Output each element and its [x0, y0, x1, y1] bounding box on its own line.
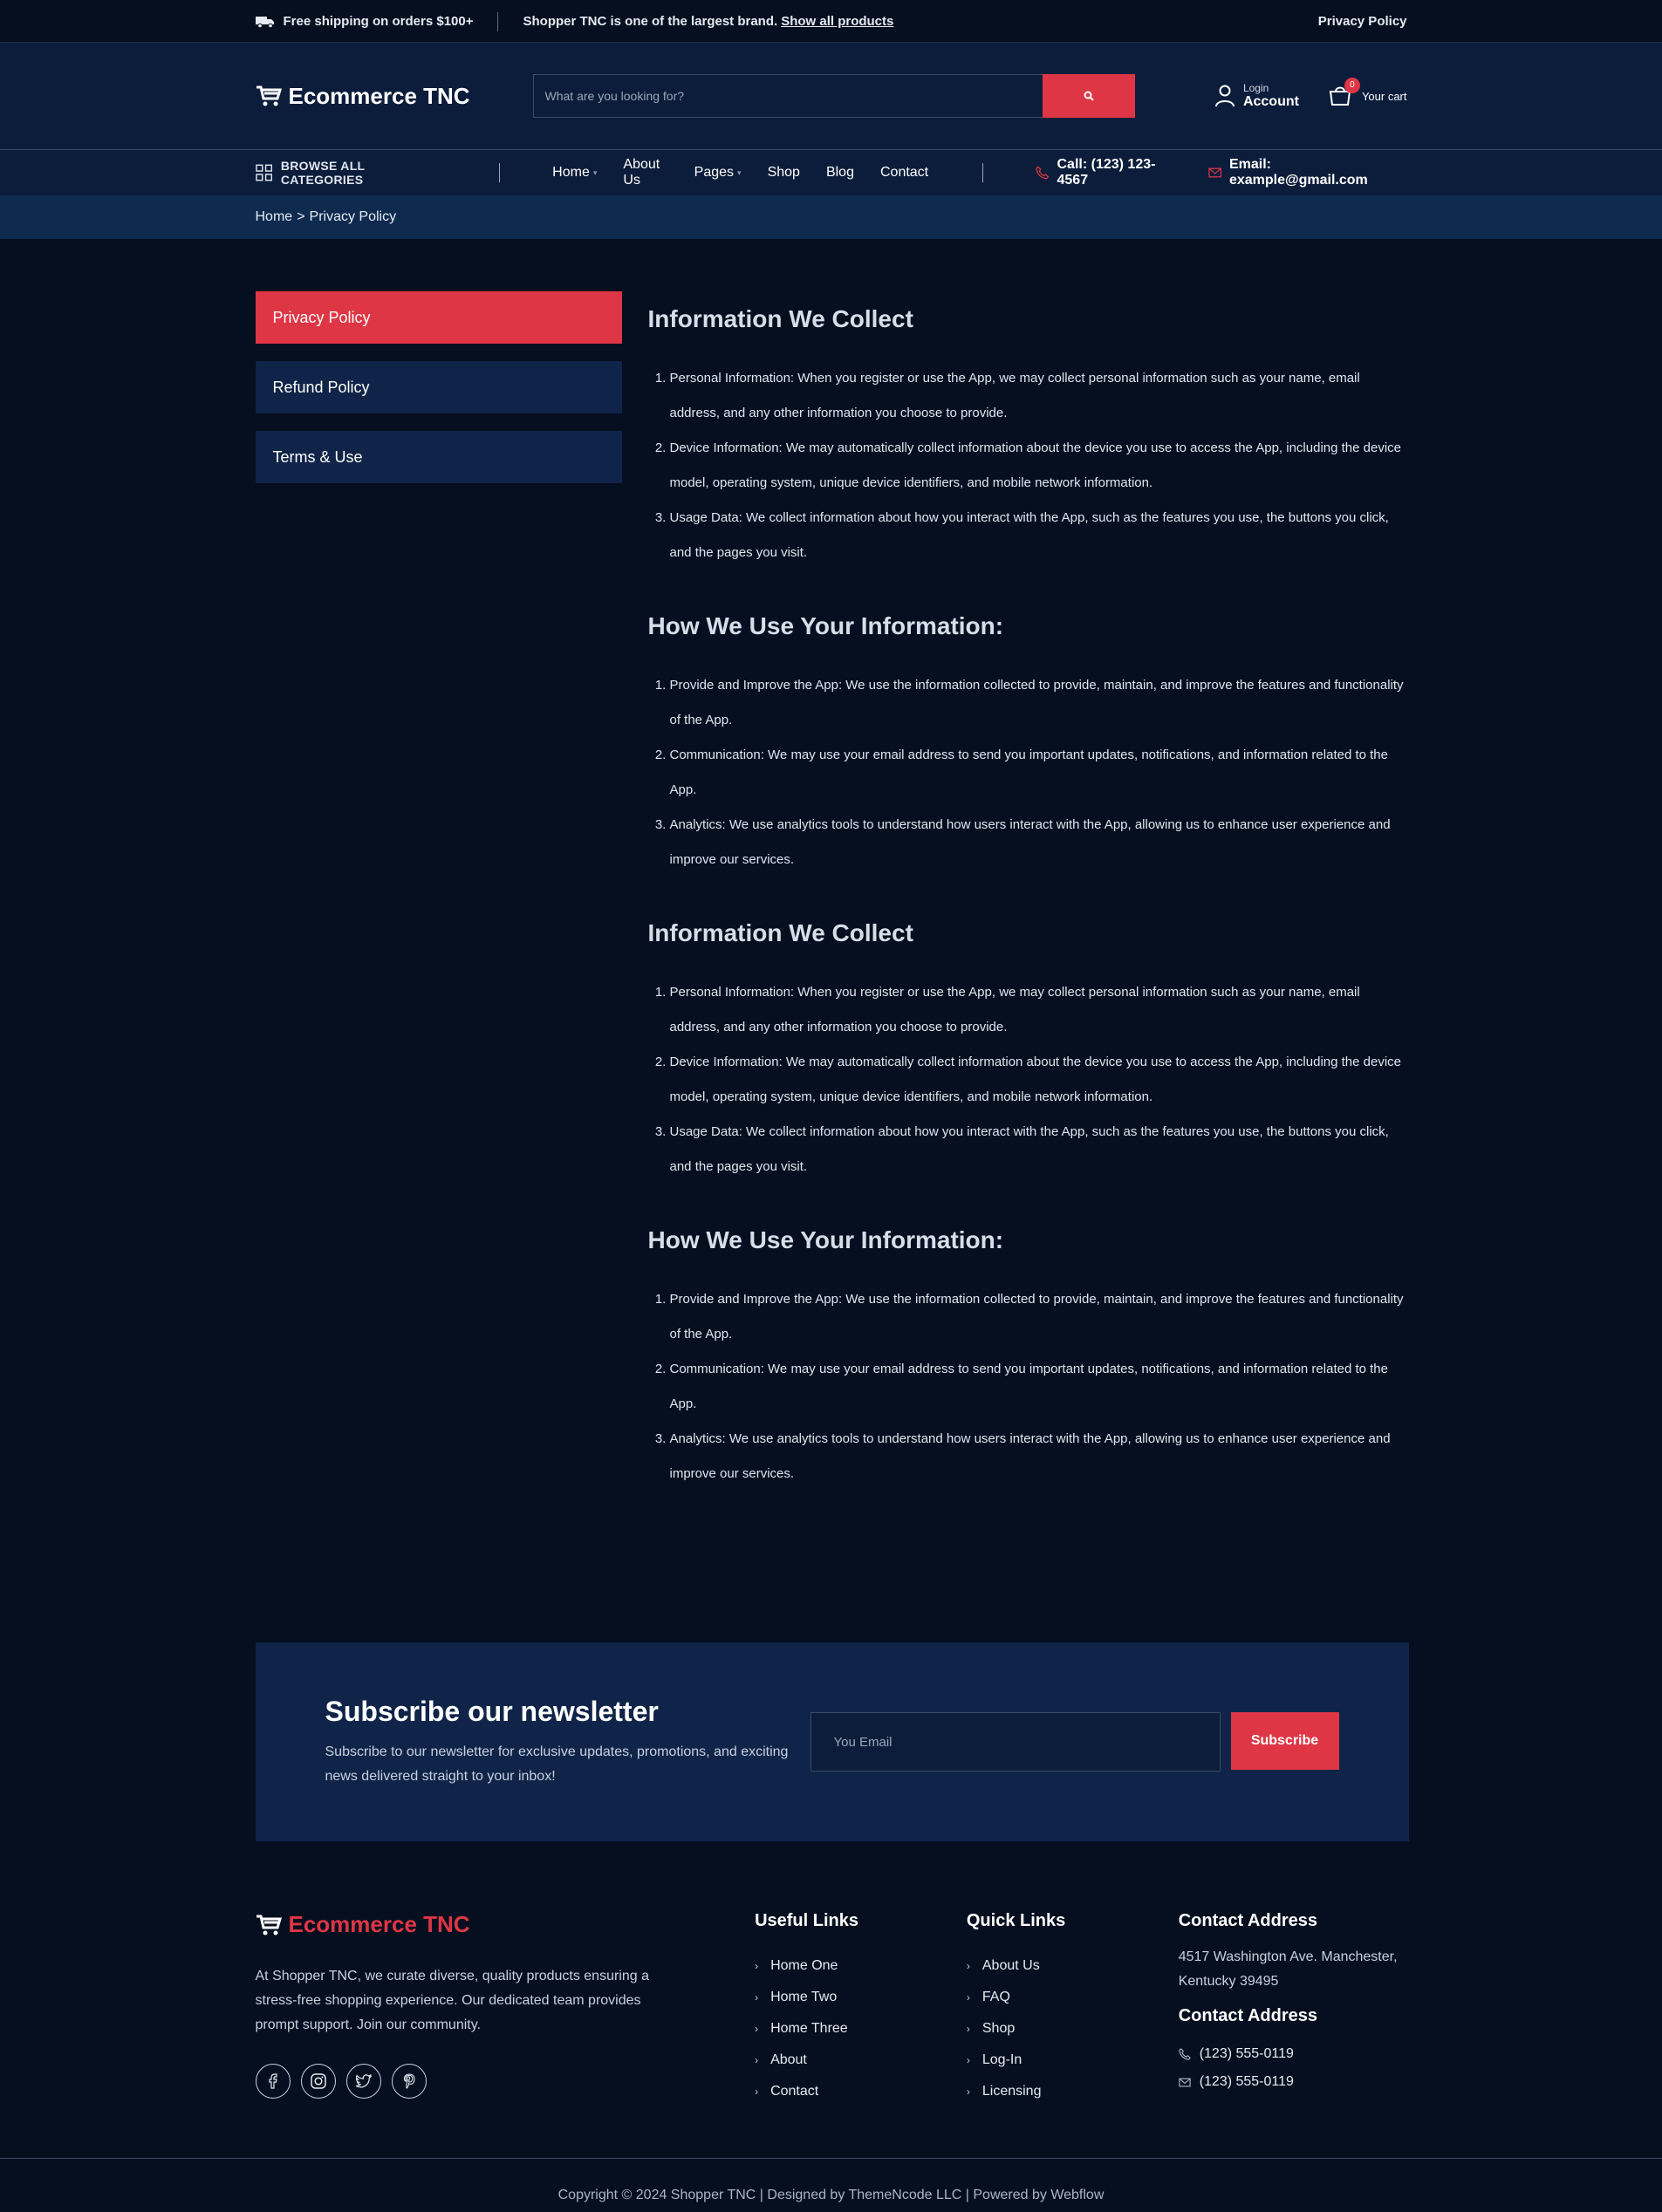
list-item: 1. Personal Information: When you register or use the App, we may collect personal information such as your name, email address, and any other information you choose to provide.: [670, 361, 1407, 431]
browse-label: BROWSE ALL CATEGORIES: [280, 159, 366, 187]
search-input[interactable]: What are you looking for?: [533, 74, 1043, 118]
nav-item-shop[interactable]: [768, 157, 800, 188]
footer-link[interactable]: [755, 1982, 967, 2013]
twitter-icon[interactable]: [346, 2064, 381, 2099]
subscribe-button[interactable]: Subscribe: [1231, 1712, 1339, 1770]
contact-phone[interactable]: [1179, 2040, 1407, 2068]
call-text: Call: (123) 123-4567: [1057, 157, 1156, 188]
section-title: How We Use Your Information:: [647, 1226, 1004, 1253]
footer-link[interactable]: [967, 2076, 1179, 2107]
newsletter-text: Subscribe to our newsletter for exclusive updates, promotions, and exciting news delivered straight to your inbox!: [325, 1744, 789, 1784]
footer-link[interactable]: [967, 1982, 1179, 2013]
account-label: Account: [1242, 94, 1299, 109]
policy-list: [648, 1282, 1407, 1492]
list-item: 2. Communication: We may use your email address to send you important updates, notifications, and information related to the App.: [670, 1352, 1407, 1422]
topbar-divider: [497, 12, 498, 31]
mail-icon: [1208, 167, 1221, 178]
pinterest-icon[interactable]: [392, 2064, 427, 2099]
footer-link[interactable]: [755, 2045, 967, 2076]
footer-logo[interactable]: [256, 1911, 756, 1938]
site-footer: [0, 1841, 1662, 2212]
policy-list: [648, 361, 1407, 570]
nav-label: Shop: [767, 165, 800, 180]
column-title: Quick Links: [966, 1911, 1066, 1930]
breadcrumb-separator: >: [297, 209, 305, 224]
quick-links-column: [967, 1911, 1179, 2158]
nav-divider: [499, 163, 500, 182]
cart-button[interactable]: [1329, 80, 1407, 108]
footer-link-label: About: [770, 2052, 807, 2067]
list-item: 3. Usage Data: We collect information about how you interact with the App, such as the features you use, the buttons you click, and the pages you visit.: [670, 501, 1407, 570]
footer-link-label: Home Three: [770, 2021, 848, 2036]
list-item: 3. Usage Data: We collect information about how you interact with the App, such as the features you use, the buttons you click, and the pages you visit.: [670, 1115, 1407, 1185]
breadcrumb-home[interactable]: Home: [255, 209, 293, 224]
social-links: [256, 2064, 759, 2099]
facebook-icon[interactable]: [256, 2064, 291, 2099]
top-bar: [0, 0, 1662, 43]
copyright-text: Copyright © 2024 Shopper TNC | Designed by ThemeNcode LLC | Powered by Webflow: [557, 2187, 1105, 2202]
contact-address: 4517 Washington Ave. Manchester, Kentucky 39495: [1178, 1949, 1398, 1989]
email-link[interactable]: [1208, 157, 1407, 188]
brand-text: Shopper TNC is one of the largest brand.: [523, 14, 778, 29]
sidebar-item-terms-use[interactable]: Terms & Use: [256, 431, 622, 483]
main-header: [0, 43, 1662, 150]
contact-column: [1179, 1911, 1407, 2158]
cart-logo-icon: [256, 85, 282, 107]
chevron-right-icon: ›: [755, 2023, 759, 2035]
nav-item-blog[interactable]: [826, 157, 854, 188]
chevron-right-icon: ›: [966, 1960, 970, 1972]
nav-item-contact[interactable]: [880, 157, 928, 188]
useful-links-column: [755, 1911, 967, 2158]
list-item: 2. Device Information: We may automatically collect information about the device you use to access the App, including the device model, operating system, unique device identifiers, and mobile network information.: [670, 431, 1407, 501]
header-contact: [1036, 157, 1406, 188]
contact-email[interactable]: [1179, 2068, 1407, 2096]
sidebar-item-refund-policy[interactable]: Refund Policy: [256, 361, 622, 413]
brand-notice: [523, 14, 893, 29]
policy-section: [648, 1226, 1407, 1492]
user-icon: [1215, 85, 1235, 107]
chevron-right-icon: ›: [755, 1960, 759, 1972]
shipping-notice: [256, 14, 474, 29]
nav-item-about[interactable]: [623, 157, 667, 188]
email-text: Email: example@gmail.com: [1228, 157, 1368, 188]
footer-link[interactable]: [967, 1950, 1179, 1982]
mail-icon: [1179, 2078, 1191, 2087]
footer-link[interactable]: [755, 1950, 967, 1982]
policy-sidebar: [256, 291, 622, 1533]
list-item: 2. Device Information: We may automatically collect information about the device you use to access the App, including the device model, operating system, unique device identifiers, and mobile network information.: [670, 1045, 1407, 1115]
footer-link[interactable]: [967, 2045, 1179, 2076]
copyright-bar: [0, 2158, 1662, 2212]
chevron-right-icon: ›: [966, 2086, 970, 2098]
footer-link[interactable]: [755, 2076, 967, 2107]
footer-description: At Shopper TNC, we curate diverse, quality products ensuring a stress-free shopping experience. Our dedicated team provides prompt support. Join our community.: [255, 1969, 649, 2032]
list-item: 1. Provide and Improve the App: We use the information collected to provide, maintain, and improve the features and functionality of the App.: [670, 1282, 1407, 1352]
breadcrumb: [0, 195, 1662, 239]
footer-link-label: About Us: [981, 1958, 1040, 1973]
list-item: 3. Analytics: We use analytics tools to understand how users interact with the App, allowing us to enhance user experience and improve our services.: [670, 808, 1407, 877]
list-item: 1. Personal Information: When you register or use the App, we may collect personal information such as your name, email address, and any other information you choose to provide.: [670, 975, 1407, 1045]
nav-label: Home: [552, 165, 590, 180]
section-title: Information We Collect: [647, 305, 913, 332]
nav-label: Pages: [694, 165, 735, 180]
cart-label: Your cart: [1361, 89, 1407, 103]
column-title: Useful Links: [755, 1911, 858, 1930]
footer-link[interactable]: [755, 2013, 967, 2045]
nav-label: About Us: [623, 157, 660, 188]
footer-link-label: Licensing: [981, 2084, 1042, 2099]
site-logo[interactable]: [256, 83, 533, 110]
list-item: 3. Analytics: We use analytics tools to understand how users interact with the App, allowing us to enhance user experience and improve our services.: [670, 1422, 1407, 1492]
chevron-right-icon: ›: [755, 1991, 759, 2004]
column-title: Contact Address: [1178, 1911, 1317, 1930]
footer-link-label: Home One: [770, 1958, 838, 1973]
show-all-products-link[interactable]: Show all products: [781, 14, 894, 29]
nav-menu: [552, 157, 928, 188]
privacy-policy-link[interactable]: Privacy Policy: [1317, 14, 1407, 29]
footer-link[interactable]: [967, 2013, 1179, 2045]
nav-item-pages[interactable]: [694, 157, 742, 188]
phone-icon: [1179, 2048, 1191, 2060]
nav-label: Blog: [825, 165, 854, 180]
newsletter-email-input[interactable]: You Email: [810, 1712, 1221, 1772]
account-link[interactable]: [1215, 82, 1299, 110]
instagram-icon[interactable]: [301, 2064, 336, 2099]
chevron-down-icon: ▾: [592, 167, 598, 177]
cart-logo-icon: [256, 1914, 282, 1936]
policy-list: [648, 975, 1407, 1185]
search-icon: [1084, 91, 1094, 101]
phone-icon: [1036, 166, 1049, 180]
call-link[interactable]: [1036, 157, 1181, 188]
cart-count-badge: 0: [1344, 78, 1360, 93]
newsletter-title: Subscribe our newsletter: [325, 1695, 659, 1727]
nav-divider: [982, 163, 983, 182]
nav-label: Contact: [879, 165, 929, 180]
search-bar: [533, 74, 1135, 118]
contact-phone-text: (123) 555-0119: [1199, 2046, 1294, 2061]
chevron-right-icon: ›: [755, 2086, 759, 2098]
list-item: 2. Communication: We may use your email address to send you important updates, notifications, and information related to the App.: [670, 738, 1407, 808]
logo-text: Ecommerce TNC: [288, 82, 470, 109]
browse-categories-button[interactable]: [256, 159, 446, 187]
chevron-right-icon: ›: [966, 2023, 970, 2035]
chevron-right-icon: ›: [755, 2054, 759, 2066]
policy-list: [648, 668, 1407, 877]
column-title: Contact Address: [1178, 2006, 1317, 2025]
section-title: How We Use Your Information:: [647, 612, 1004, 639]
nav-item-home[interactable]: [552, 157, 597, 188]
contact-email-text: (123) 555-0119: [1199, 2074, 1294, 2089]
section-title: Information We Collect: [647, 919, 913, 946]
policy-section: [648, 305, 1407, 570]
footer-link-label: Log-In: [981, 2052, 1023, 2067]
footer-link-label: FAQ: [981, 1990, 1010, 2004]
footer-link-label: Shop: [981, 2021, 1016, 2036]
login-label: Login: [1242, 82, 1269, 94]
footer-link-label: Home Two: [770, 1990, 838, 2004]
breadcrumb-current: Privacy Policy: [309, 209, 397, 224]
policy-section: [648, 612, 1407, 877]
chevron-right-icon: ›: [966, 1991, 970, 2004]
truck-icon: [256, 16, 275, 28]
search-button[interactable]: [1043, 74, 1135, 118]
main-content: [0, 239, 1662, 1841]
footer-link-label: Contact: [770, 2084, 819, 2099]
newsletter-form: [810, 1712, 1339, 1772]
newsletter-box: [256, 1642, 1409, 1841]
main-nav: [0, 150, 1662, 195]
sidebar-item-privacy-policy[interactable]: Privacy Policy: [256, 291, 622, 344]
shipping-text: Free shipping on orders $100+: [283, 14, 474, 29]
footer-logo-text: Ecommerce TNC: [288, 1911, 470, 1937]
chevron-right-icon: ›: [966, 2054, 970, 2066]
list-item: 1. Provide and Improve the App: We use the information collected to provide, maintain, and improve the features and functionality of the App.: [670, 668, 1407, 738]
policy-section: [648, 919, 1407, 1185]
policy-content: [648, 291, 1407, 1533]
chevron-down-icon: ▾: [737, 167, 742, 177]
grid-icon: [256, 164, 272, 181]
